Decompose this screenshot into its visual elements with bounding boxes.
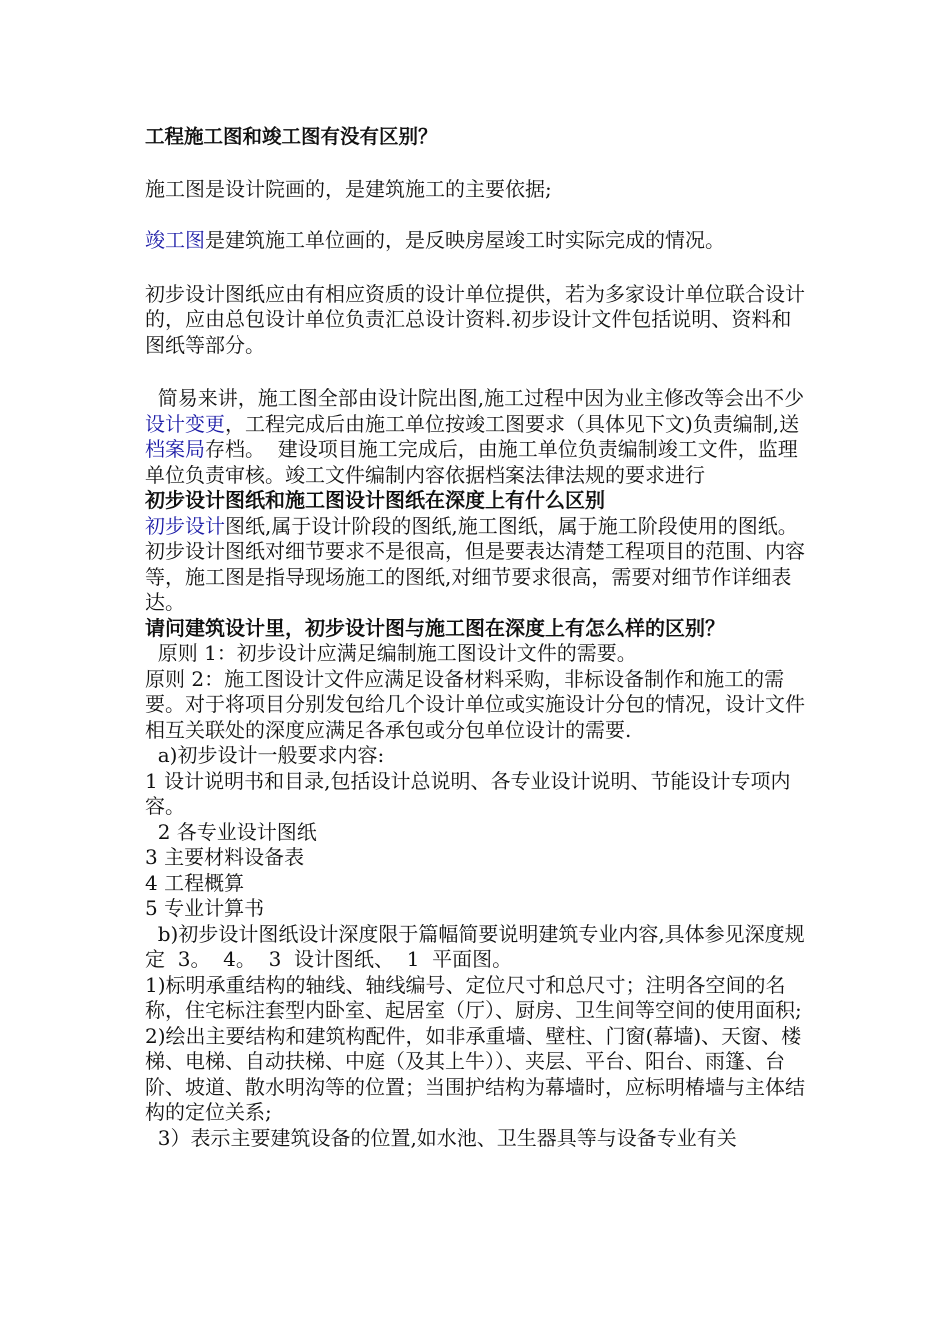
- list-item-4: 4 工程概算: [145, 870, 245, 895]
- list-item-plan-2: 2)绘出主要结构和建筑构配件，如非承重墙、壁柱、门窗(幕墙)、天窗、楼梯、电梯、自动扶梯、中庭（及其上牛））、夹层、平台、阳台、雨篷、台 阶、坡道、散水明沟等的位置；当围护结构为幕墙时，应标明椿墙与主体结构的定位关系;: [145, 1023, 805, 1124]
- list-item-plan-3: 3）表示主要建筑设备的位置,如水池、卫生器具等与设备专业有关: [145, 1125, 737, 1150]
- preliminary-design-link[interactable]: 初步设计: [145, 513, 225, 538]
- paragraph-as-built-drawing: [145, 228, 810, 254]
- list-item-3: 3 主要材料设备表: [145, 845, 305, 869]
- list-item-1: 1 设计说明书和目录,包括设计总说明、各专业设计说明、节能设计专项内容。: [145, 768, 791, 818]
- paragraph-text: 图纸,属于设计阶段的图纸,施工图纸，属于施工阶段使用的图纸。初步设计图纸对细节要求不是很高，但是要表达清楚工程项目的范围、内容等，施工图是指导现场施工的图纸,对细节要求很高，需要对细节作详细表达。: [145, 513, 805, 614]
- paragraph-text: 存档。 建设项目施工完成后，由施工单位负责编制竣工文件，监理单位负责审核。竣工文件编制内容依据档案法律法规的要求进行: [145, 437, 798, 487]
- paragraph-text: ，工程完成后由施工单位按竣工图要求（具体见下文)负责编制,送: [225, 411, 800, 436]
- paragraph-text: 简易来讲，施工图全部由设计院出图,施工过程中因为业主修改等会出不少: [145, 386, 805, 410]
- line-requirements-b: b)初步设计图纸设计深度限于篇幅简要说明建筑专业内容,具体参见深度规定 3。 4。 3 设计图纸、 1 平面图。: [145, 921, 805, 971]
- list-item-5: 5 专业计算书: [145, 896, 265, 920]
- section-heading-question: 请问建筑设计里，初步设计图与施工图在深度上有怎么样的区别？: [145, 615, 725, 640]
- line-principle-1: 原则 1：初步设计应满足编制施工图设计文件的需要。: [145, 641, 637, 665]
- document-page: [145, 124, 810, 1151]
- paragraph-construction-drawing: 施工图是设计院画的，是建筑施工的主要依据;: [145, 176, 552, 201]
- document-title: 工程施工图和竣工图有没有区别？: [145, 125, 438, 148]
- line-principle-2: 原则 2：施工图设计文件应满足设备材料采购，非标设备制作和施工的需要。对于将项目分别发包给几个设计单位或实施设计分包的情况，设计文件相互关联处的深度应满足各承包或分包单位设计的需要.: [145, 666, 805, 742]
- archives-bureau-link[interactable]: 档案局: [145, 437, 205, 461]
- paragraph-depth-explanation: [145, 514, 810, 616]
- paragraph-simple-explanation: [145, 386, 810, 488]
- line-requirements-a: a)初步设计一般要求内容:: [145, 743, 385, 767]
- paragraph-preliminary-design: 初步设计图纸应由有相应资质的设计单位提供，若为多家设计单位联合设计的，应由总包设计单位负责汇总设计资料.初步设计文件包括说明、资料和图纸等部分。: [145, 281, 805, 357]
- design-change-link[interactable]: 设计变更: [145, 411, 225, 436]
- paragraph-text: 是建筑施工单位画的，是反映房屋竣工时实际完成的情况。: [205, 228, 725, 252]
- list-item-plan-1: 1)标明承重结构的轴线、轴线编号、定位尺寸和总尺寸；注明各空间的名称，住宅标注套型内卧室、起居室（厅）、厨房、卫生间等空间的使用面积;: [145, 972, 802, 1022]
- section-heading-depth-difference: 初步设计图纸和施工图设计图纸在深度上有什么区别: [145, 488, 605, 512]
- as-built-drawing-link[interactable]: 竣工图: [145, 228, 205, 252]
- list-item-2: 2 各专业设计图纸: [145, 819, 317, 844]
